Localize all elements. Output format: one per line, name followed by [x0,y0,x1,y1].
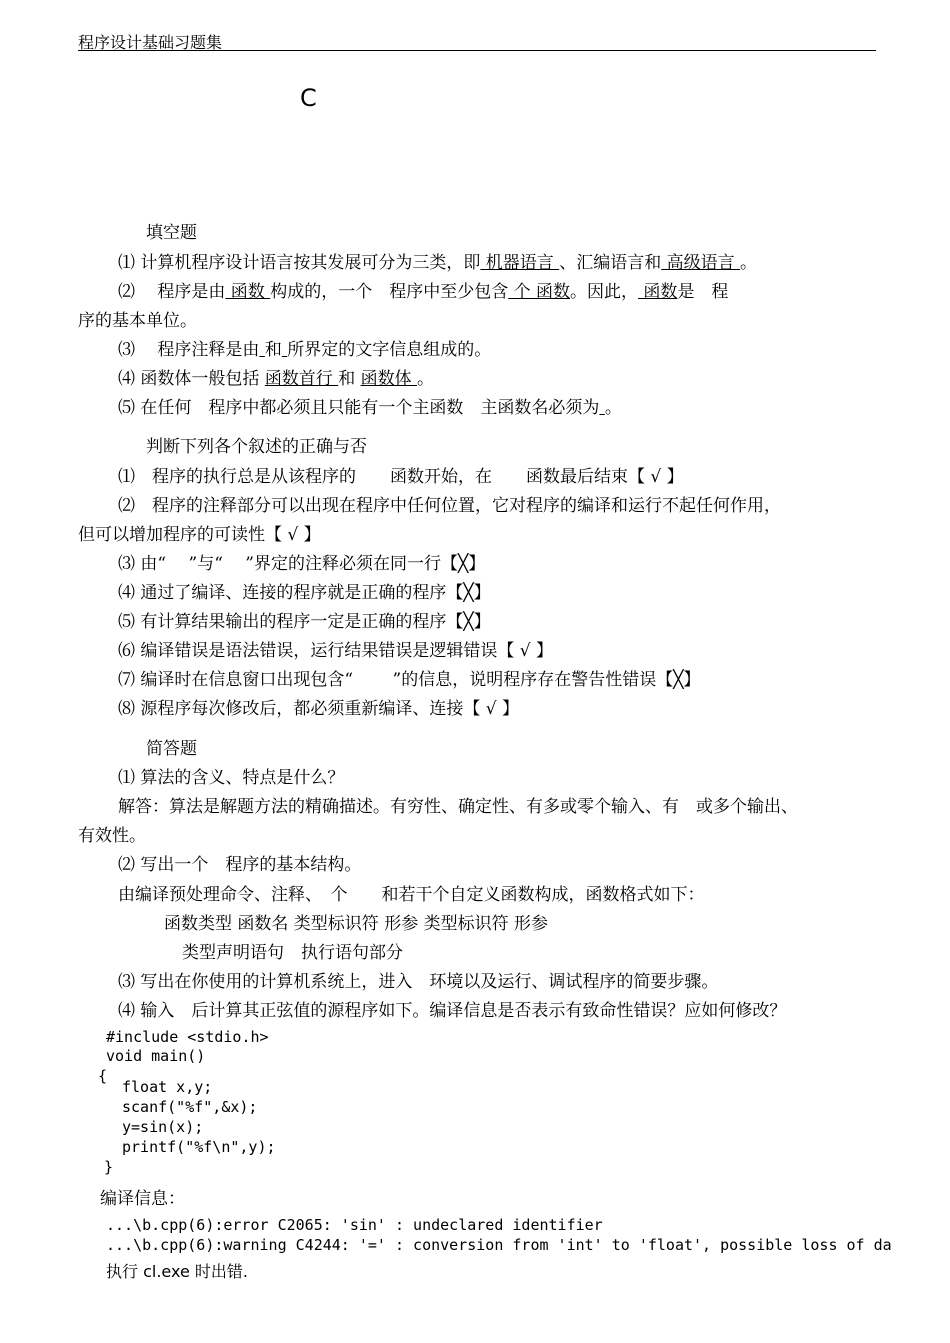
question-1-3 [118,339,491,361]
answer-blank: 函数首行 [264,369,339,389]
sa-question-4 [118,1000,786,1022]
answer-blank: 函数 [225,282,271,302]
code-line-close-brace: } [104,1158,114,1176]
code-line-printf: printf("%f\n",y); [122,1138,276,1156]
item-text: 有计算结果输出的程序一定是正确的程序【╳】 [140,612,491,632]
sa-answer-2-line1: 由编译预处理命令、注释、 个 和若干个自定义函数构成，函数格式如下： [118,885,705,905]
section-heading-short-answer: 简答题 [146,739,197,759]
item-text: 通过了编译、连接的程序就是正确的程序【╳】 [140,583,491,603]
question-1-1 [118,252,757,274]
tf-item-5 [118,611,491,633]
item-text: 由“ ”与“ ”界定的注释必须在同一行【╳】 [140,554,486,574]
tf-item-1 [118,466,684,488]
sa-question-2 [118,854,361,876]
question-number: ⑵ [118,282,135,302]
item-text: 编译时在信息窗口出现包含“ ”的信息，说明程序存在警告性错误【╳】 [140,670,701,690]
code-line-include: #include <stdio.h> [106,1028,269,1046]
code-line-main: void main() [106,1047,206,1065]
question-text: 所界定的文字信息组成的。 [287,340,492,360]
question-text: 程序注释是由 [157,340,260,360]
sa-answer-1: 解答：算法是解题方法的精确描述。有穷性、确定性、有多或零个输入、有 或多个输出、 [118,797,798,817]
item-number: ⑺ [118,670,135,690]
sa-answer-2-line3: 类型声明语句 执行语句部分 [182,943,403,963]
question-text: 输入 后计算其正弦值的源程序如下。编译信息是否表示有致命性错误？应如何修改？ [140,1001,787,1021]
tf-item-6 [118,640,553,662]
item-number: ⑻ [118,699,135,719]
code-line-declare: float x,y; [122,1078,213,1096]
question-number: ⑴ [118,253,135,273]
tf-item-3 [118,553,485,575]
question-text: 算法的含义、特点是什么？ [140,768,345,788]
sa-question-1 [118,767,344,789]
question-text: 写出一个 程序的基本结构。 [140,855,362,875]
tf-item-8 [118,698,519,720]
question-text: 写出在你使用的计算机系统上，进入 环境以及运行、调试程序的简要步骤。 [140,972,719,992]
code-line-open-brace: { [98,1067,108,1085]
question-text: 函数体一般包括 [140,369,260,389]
sa-question-3 [118,971,718,993]
item-text: 源程序每次修改后，都必须重新编译、连接【 √ 】 [140,699,520,719]
question-text: 。 [604,398,622,418]
sa-answer-1-continued: 有效性。 [78,826,146,846]
item-number: ⑴ [118,467,135,487]
item-number: ⑶ [118,554,135,574]
compile-info-label: 编译信息： [100,1189,185,1209]
question-1-5 [118,397,622,419]
compile-exec-error: 执行 cl.exe 时出错. [106,1262,248,1281]
question-text: 和 [338,369,356,389]
code-line-sin: y=sin(x); [122,1118,204,1136]
item-text: 程序的注释部分可以出现在程序中任何位置，它对程序的编译和运行不起任何作用， [152,496,781,516]
question-number: ⑷ [118,369,135,389]
question-number: ⑵ [118,855,135,875]
question-number: ⑴ [118,768,135,788]
answer-blank: 个 函数 [508,282,571,302]
section-heading-true-false: 判断下列各个叙述的正确与否 [146,437,367,457]
item-number: ⑹ [118,641,135,661]
question-number: ⑷ [118,1001,135,1021]
question-text: 、汇编语言和 [559,253,662,273]
page-header: 程序设计基础习题集 [78,33,223,52]
question-text: 和 [264,340,282,360]
item-number: ⑵ [118,496,135,516]
question-number: ⑸ [118,398,135,418]
question-text: 。 [740,253,758,273]
answer-blank: 函数体 [360,369,418,389]
question-text: 程序是由 [157,282,226,302]
question-text: 。因此， [570,282,639,302]
tf-item-7 [118,669,700,691]
item-text: 编译错误是语法错误，运行结果错误是逻辑错误【 √ 】 [140,641,554,661]
document-title: C [300,84,318,112]
section-heading-fill-in: 填空题 [146,223,197,243]
compile-error-line: ...\b.cpp(6):error C2065: 'sin' : undeclared identifier [106,1216,603,1234]
tf-item-2 [118,495,781,517]
item-number: ⑷ [118,583,135,603]
code-line-scanf: scanf("%f",&x); [122,1098,258,1116]
question-1-4 [118,368,434,390]
answer-blank: 函数 [638,282,678,302]
tf-item-4 [118,582,491,604]
question-text: 。 [417,369,435,389]
question-number: ⑶ [118,972,135,992]
question-text: 是 程 [677,282,729,302]
header-rule [78,50,876,51]
question-1-2-continued: 序的基本单位。 [78,311,197,331]
question-number: ⑶ [118,340,135,360]
item-number: ⑸ [118,612,135,632]
question-1-2 [118,281,728,303]
tf-item-2-continued: 但可以增加程序的可读性【 √ 】 [78,525,321,545]
question-text: 计算机程序设计语言按其发展可分为三类，即 [140,253,481,273]
sa-answer-2-line2: 函数类型 函数名 类型标识符 形参 类型标识符 形参 [164,914,549,934]
answer-blank: 高级语言 [661,253,741,273]
question-text: 在任何 程序中都必须且只能有一个主函数 主函数名必须为 [140,398,600,418]
answer-blank: 机器语言 [480,253,560,273]
compile-warning-line: ...\b.cpp(6):warning C4244: '=' : conversion from 'int' to 'float', possible loss of da [106,1236,892,1254]
item-text: 程序的执行总是从该程序的 函数开始，在 函数最后结束【 √ 】 [152,467,684,487]
question-text: 构成的，一个 程序中至少包含 [270,282,509,302]
